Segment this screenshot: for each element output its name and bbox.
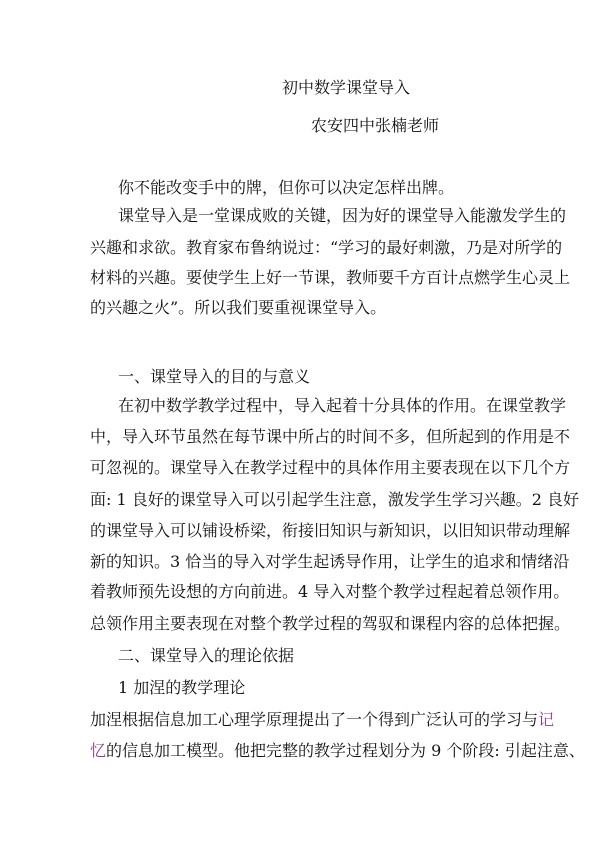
body-line (90, 741, 585, 761)
body-line: 在初中数学教学过程中，导入起着十分具体的作用。在课堂教学 (118, 396, 567, 415)
intro-line: 材料的兴趣。要使学生上好一节课，教师要千方百计点燃学生心灵上 (90, 268, 571, 287)
body-line: 着教师预先设想的方向前进。4 导入对整个教学过程起着总领作用。 (90, 582, 570, 601)
intro-line: 的兴趣之火”。所以我们要重视课堂导入。 (90, 298, 387, 317)
body-line: 面: 1 良好的课堂导入可以引起学生注意，激发学生学习兴趣。2 良好 (90, 490, 580, 509)
intro-line: 课堂导入是一堂课成败的关键，因为好的课堂导入能激发学生的 (118, 206, 567, 225)
body-line: 的课堂导入可以铺设桥梁，衔接旧知识与新知识，以旧知识带动理解 (90, 521, 571, 540)
body-text: 的信息加工模型。他把完整的教学过程划分为 9 个阶段: 引起注意、 (106, 741, 585, 760)
body-line (90, 710, 554, 730)
body-text: 加涅根据信息加工心理学原理提出了一个得到广泛认可的学习与 (90, 710, 539, 729)
body-line: 中，导入环节虽然在每节课中所占的时间不多，但所起到的作用是不 (90, 427, 571, 446)
intro-line: 兴趣和求欲。教育家布鲁纳说过：“学习的最好刺激，乃是对所学的 (90, 238, 563, 257)
subsection-heading: 1 加涅的教学理论 (118, 678, 246, 697)
author-line: 农安四中张楠老师 (311, 116, 440, 135)
document-title: 初中数学课堂导入 (282, 78, 411, 97)
opening-quote: 你不能改变手中的牌，但你可以决定怎样出牌。 (118, 178, 455, 197)
section-heading: 一、课堂导入的目的与意义 (118, 367, 311, 386)
section-heading: 二、课堂导入的理论依据 (118, 646, 295, 665)
keyword-link[interactable]: 忆 (90, 741, 107, 760)
keyword-link[interactable]: 记 (538, 710, 555, 729)
body-line: 总领作用主要表现在对整个教学过程的驾驭和课程内容的总体把握。 (90, 614, 571, 633)
body-line: 新的知识。3 恰当的导入对学生起诱导作用，让学生的追求和情绪沿 (90, 552, 570, 571)
body-line: 可忽视的。课堂导入在教学过程中的具体作用主要表现在以下几个方 (90, 458, 571, 477)
